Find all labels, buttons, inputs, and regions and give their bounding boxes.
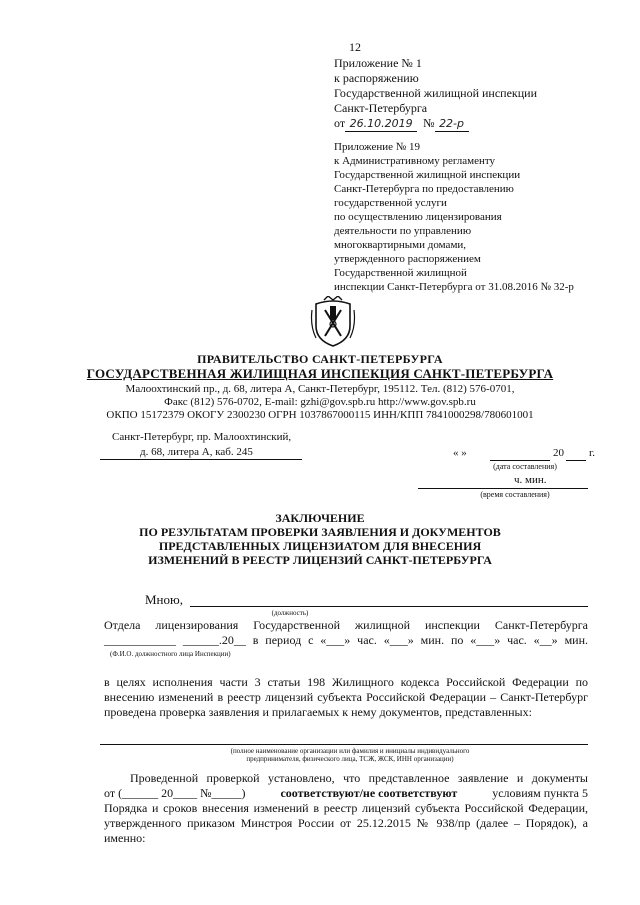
appendix1-line4: Санкт-Петербурга <box>334 101 428 115</box>
date-caption: (дата составления) <box>493 462 557 471</box>
time-caption: (время составления) <box>480 490 550 499</box>
appendix19-line: инспекции Санкт-Петербурга от 31.08.2016 № 32-р <box>334 281 574 293</box>
date-month-line <box>490 460 550 461</box>
government-title: ПРАВИТЕЛЬСТВО САНКТ-ПЕТЕРБУРГА <box>197 352 443 366</box>
paragraph-2-clause: условиям пункта 5 <box>492 786 588 800</box>
place-underline <box>100 459 302 460</box>
appendix19-line: Государственной жилищной инспекции <box>334 169 521 181</box>
org-caption-2: предпринимателя, физического лица, ТСЖ, ЖСК, ИНН организации) <box>246 755 454 763</box>
date-year-line <box>566 460 586 461</box>
doc-title-line: ПО РЕЗУЛЬТАТАМ ПРОВЕРКИ ЗАЯВЛЕНИЯ И ДОКУМЕНТОВ <box>139 525 501 539</box>
paragraph-2-ref: от (______ 20____ №_____) <box>104 786 246 800</box>
page-number: 12 <box>349 40 361 54</box>
paragraph-1: в целях исполнения части 3 статьи 198 Жилищного кодекса Российской Федерации по внесению изменений в реестр лицензий субъекта Российской Федерации – Санкт-Петербург проведена проверка заявления и прилагаемых к нему документов, представленных: <box>104 675 588 719</box>
position-caption: (должность) <box>271 609 309 617</box>
appendix1-line3: Государственной жилищной инспекции <box>334 86 538 100</box>
date-day-quote: « » <box>453 447 467 459</box>
place-line2: д. 68, литера А, каб. 245 <box>140 446 253 458</box>
appendix19-line: по осуществлению лицензирования <box>334 211 502 223</box>
number-prefix: № <box>423 116 435 130</box>
mnoyu-label: Мною, <box>145 592 183 607</box>
dept-line: Отдела лицензирования Государственной жилищной инспекции Санкт-Петербурга <box>104 618 588 632</box>
appendix19-block <box>334 140 574 294</box>
appendix19-line: Приложение № 19 <box>334 141 421 153</box>
appendix19-line: Государственной жилищной <box>334 267 467 279</box>
appendix19-line: Санкт-Петербурга по предоставлению <box>334 183 514 195</box>
position-line <box>190 606 588 607</box>
org-contacts: Факс (812) 576-0702, E-mail: gzhi@gov.spb.ru http://www.gov.spb.ru <box>164 396 476 408</box>
appendix1-line2: к распоряжению <box>334 71 419 85</box>
period-line: ____________ ______.20__ в период с «___» час. «___» мин. по «___» час. «__» мин. <box>104 633 588 647</box>
place-line1: Санкт-Петербург, пр. Малоохтинский, <box>112 431 292 443</box>
compliance-status: соответствуют/не соответствуют <box>280 786 458 800</box>
org-codes: ОКПО 15172379 ОКОГУ 2300230 ОГРН 1037867000115 ИНН/КПП 7841000298/780601001 <box>106 409 534 421</box>
doc-title <box>80 511 560 567</box>
time-value: ч. мин. <box>514 474 547 486</box>
handwritten-number: 22-р <box>435 116 469 132</box>
date-year-suffix: г. <box>589 447 596 459</box>
doc-title-line: ЗАКЛЮЧЕНИЕ <box>275 511 365 525</box>
appendix19-line: государственной услуги <box>334 197 447 209</box>
appendix19-line: деятельности по управлению <box>334 225 472 237</box>
doc-title-line: ИЗМЕНЕНИЙ В РЕЕСТР ЛИЦЕНЗИЙ САНКТ-ПЕТЕРБУРГА <box>148 553 492 567</box>
time-line <box>418 488 588 489</box>
paragraph-2-rest: Порядка и сроков внесения изменений в реестр лицензий субъекта Российской Федерации, утвержденного приказом Минстроя России от 25.12.2015 № 938/пр (далее – Порядок), а именно: <box>104 801 588 845</box>
inspection-title: ГОСУДАРСТВЕННАЯ ЖИЛИЩНАЯ ИНСПЕКЦИЯ САНКТ-ПЕТЕРБУРГА <box>86 366 554 381</box>
appendix19-line: многоквартирными домами, <box>334 239 467 251</box>
appendix19-line: к Административному регламенту <box>334 155 496 167</box>
date-year: 20 <box>553 447 564 459</box>
doc-title-line: ПРЕДСТАВЛЕННЫХ ЛИЦЕНЗИАТОМ ДЛЯ ВНЕСЕНИЯ <box>158 539 482 553</box>
organization-line <box>100 744 588 745</box>
org-caption-1: (полное наименование организации или фамилия и инициалы индивидуального <box>230 747 470 755</box>
fio-caption: (Ф.И.О. должностного лица Инспекции) <box>110 650 231 658</box>
handwritten-date: 26.10.2019 <box>345 116 417 132</box>
appendix1-date-row <box>334 116 469 132</box>
org-address: Малоохтинский пр., д. 68, литера А, Санкт-Петербург, 195112. Тел. (812) 576-0701, <box>125 383 515 395</box>
date-prefix: от <box>334 116 346 130</box>
appendix19-line: утвержденного распоряжением <box>334 253 481 265</box>
paragraph-2-start: Проведенной проверкой установлено, что представленное заявление и документы <box>130 771 588 785</box>
appendix1-line1: Приложение № 1 <box>334 56 422 70</box>
paragraph-2-line2 <box>104 786 588 801</box>
coat-of-arms-emblem <box>310 296 356 348</box>
